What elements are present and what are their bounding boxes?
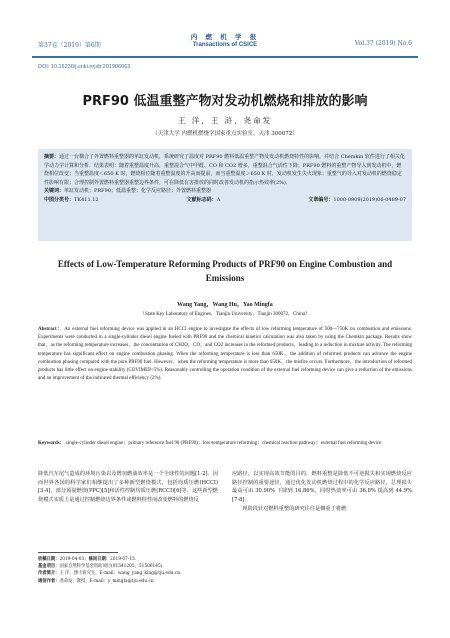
footnote-divider <box>38 552 118 553</box>
footnote-author <box>38 570 238 577</box>
received-label: 收稿日期： <box>38 557 60 562</box>
author-label: 作者简介： <box>38 571 60 577</box>
abstract-label-en: Abstract： <box>38 327 63 332</box>
keywords-cn <box>44 187 406 196</box>
abstract-text-cn: 通过一台耦合了外置燃料重整器的单缸发动机，系统研究了温度对 PRF90 燃料低温重整产物及发动机燃烧特性的影响，并结合 Chemkin 软件进行了相关化学动力学计算和分析．结果表明：随着重整温度升高，重整混合气中甲醛、CO 和 CO2 增多，重整混合气活性下降；PRF90 燃料的重整产物导入到发动机中，燃烧相位改变；当重整温度＜650 K 时，燃烧相位随着重整温度的升高而提前，而当重整温度＞650 K 时，发动机发生失火现象；重整气的导入对发动机的燃烧稳定性影响有限；合理控制外置燃料重整器重整边界条件，可在降低有害排放的同时改善发动机的指示热效率(2%)． <box>44 154 405 186</box>
doc-code-label: 文献标志码： <box>186 196 217 203</box>
footnote-contact <box>38 578 238 585</box>
header-divider <box>32 56 418 58</box>
article-no-label: 文章编号： <box>308 196 334 203</box>
abstract-label-cn: 摘要： <box>44 154 60 160</box>
affiliation-en: （State Key Laboratory of Engines，Tianjin University，Tianjin 300072，China） <box>140 312 310 317</box>
footnote-fund <box>38 563 238 570</box>
abstract-cn <box>44 153 406 187</box>
keywords-label-en: Keywords： <box>38 441 65 446</box>
received-date: 2019-04-03； <box>59 557 89 562</box>
contact-text: 尧命发，教授，E-mail：y_mingfa@tju.edu.cn． <box>59 578 158 584</box>
keywords-text-cn: 单缸发动机；PRF90；低温重整；化学反应路径；外置燃料重整器 <box>64 188 211 195</box>
doc-code-field <box>187 196 221 205</box>
classification-row <box>44 196 406 205</box>
authors-en: Wang Yang，Wang Hu，Yao Mingfa <box>177 302 273 308</box>
keywords-en <box>38 440 412 448</box>
affiliation-cn: （天津大学 内燃机燃烧学国家重点实验室，天津 300072） <box>152 131 298 137</box>
footnote-dates <box>38 556 238 563</box>
fund-text: 国家自然科学基金资助项目(91541205，51506145)． <box>59 564 167 570</box>
journal-name-en: Transactions of CSICE <box>192 42 258 48</box>
clc-label: 中图分类号： <box>44 196 75 203</box>
volume-issue-cn: 第37卷（2019）第6期 <box>38 42 101 49</box>
keywords-text-en: single-cylinder diesel engine；primary reference fuel 90 (PRF90)；low-temperature reforming；chemical reaction pathway；external fuel reforming device <box>65 441 382 446</box>
footnote <box>38 556 238 585</box>
doi[interactable]: DOI: 10.16236/j.cnki.nrjxb.201906063 <box>38 64 131 70</box>
abstract-en <box>38 326 412 383</box>
abstract-text-en: An external fuel reforming device was applied in an HCCI engine to investigate the effects of low reforming temperature of 500—750K on combustion and emissions. Experiments were conducted in a single-cylinder diesel engine fueled with PRF90 and the chemical kinetics calculation was also taken by using the Chemkin package. Results show that，as the reforming temperature increases，the concentration of CH2O，CO，and CO2 increases in the reformed products，leading to a reduction in mixture activity. The reforming temperature has significant effect on engine combustion phasing. When the reforming temperature is less than 650K，the addition of reformed products can advance the engine combustion phasing compared with the pure PRF90 fuel. However，when the reforming temperature is more than 650K，the misfire occurs. Furthermore，the introduction of reformed products has little effect on engine stability (COVIMEP<5%). Reasonably controlling the operation condition of the external fuel reforming device can give a reduction of the emissions and an improvement of the indicated thermal efficiency (2%)． <box>38 327 413 382</box>
journal-name-cn: 内 燃 机 学 报 <box>190 33 260 41</box>
abstract-box-cn <box>38 149 412 241</box>
doc-code-value: A <box>216 196 221 203</box>
paper-title-cn: PRF90 低温重整产物对发动机燃烧和排放的影响 <box>82 94 368 109</box>
paper-title-en: Effects of Low-Temperature Reforming Products of PRF90 on Engine Combustion and Emissions <box>57 259 393 283</box>
revised-date: 2019-07-15． <box>110 557 140 562</box>
fund-label: 基金项目： <box>38 564 60 570</box>
clc-value: TK411.12 <box>74 196 99 203</box>
authors-cn: 王 洋，王 浒，尧命发 <box>177 116 273 125</box>
article-no-field <box>308 196 406 205</box>
volume-issue-en: Vol.37 (2019) No.6 <box>354 40 412 47</box>
clc-field <box>44 196 99 205</box>
body-column-left: 降低汽车尾气造成的环境污染以及增加燃油效率是一个全球性的问题[1-2]．因而世界各国的科学家们相继提出了多种新型燃烧模式，包括均质压燃(HCCI)[3-4]、部分预混燃烧(PPC)[5]和活性控制均质压燃(RCCI)[6]等．这些新型燃烧模式实质上是通过控制燃烧边界条件或燃料特性而改变燃料的燃烧反 <box>38 471 218 504</box>
body-column-right: 应路径，以实现高效节能的目的．燃料重整是降低不可逆损失和实现燃烧反应路径控制的重要途径，通过优化发动机燃烧过程中的化学反应路径，总理损失最高可由 30.90% 下降到 16.86%，同时热效率可由 36.8% 提高到 44.9%[7-8]． 现阶段针对燃料重整的研究往往是侧重于将燃 <box>232 471 412 512</box>
article-no-value: 1000-0909(2019)06-0489-07 <box>333 196 406 203</box>
journal-header <box>32 30 418 54</box>
revised-label: 修回日期： <box>88 557 111 562</box>
author-text: 王 洋，博士研究生，E-mail：wang_yang_king@tju.edu.cn． <box>59 571 185 577</box>
keywords-label-cn: 关键词： <box>44 188 65 195</box>
contact-label: 通信作者： <box>38 578 60 584</box>
